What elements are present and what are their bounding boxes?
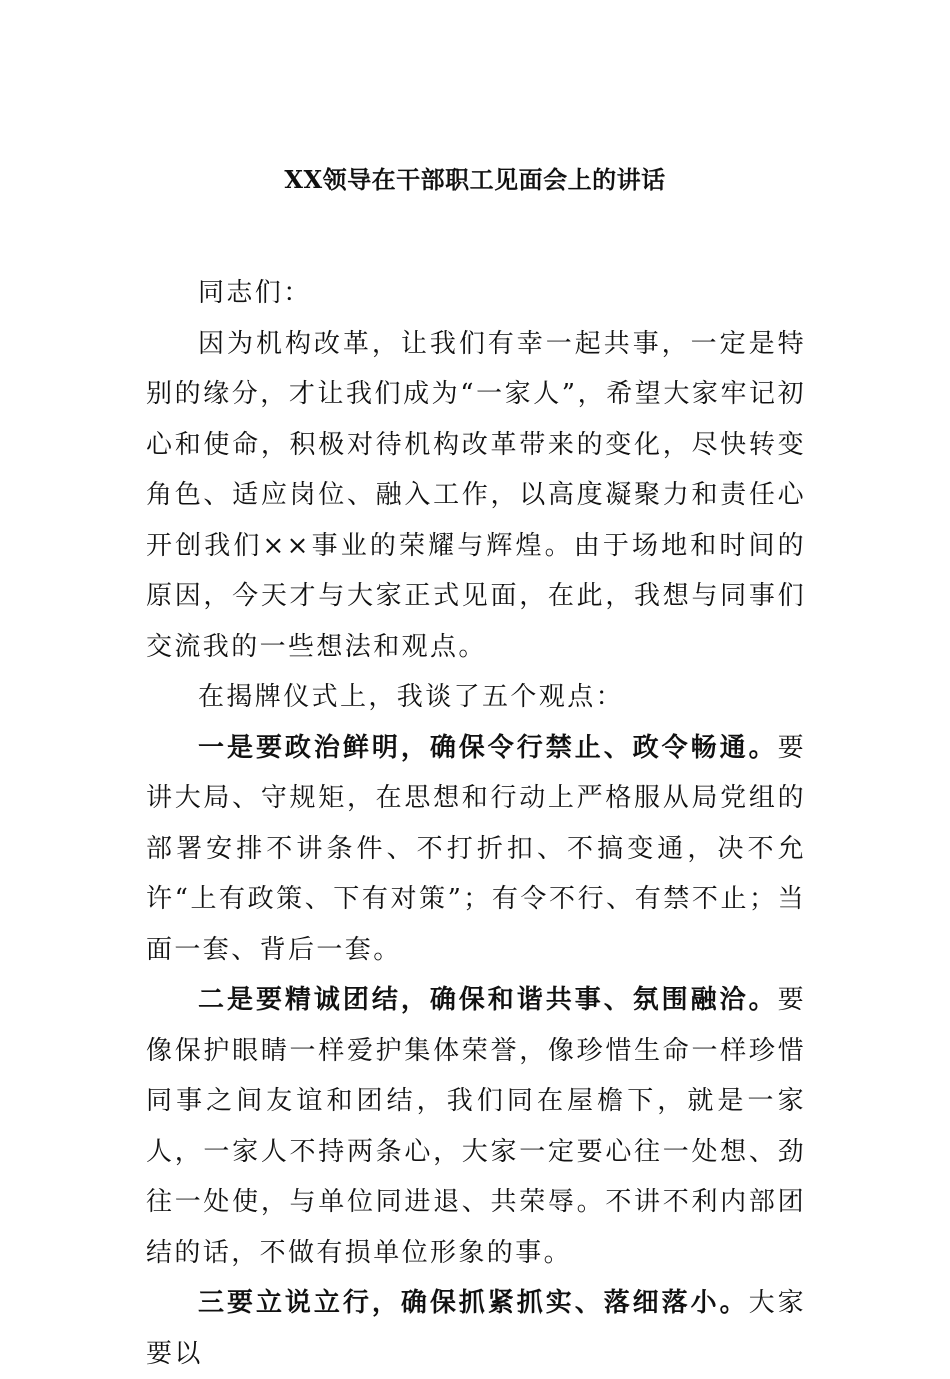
point-heading: 二是要精诚团结，确保和谐共事、氛围融洽。 [198,985,778,1015]
salutation: 同志们： [198,278,312,308]
paragraph-intro [146,319,806,673]
paragraph-text: 在揭牌仪式上，我谈了五个观点： [198,682,625,712]
paragraph-text: 要讲大局、守规矩，在思想和行动上严格服从局党组的部署安排不讲条件、不打折扣、不搞变通，决不允许“上有政策、下有对策”；有令不行、有禁不止；当面一套、背后一套。 [146,732,806,965]
point-heading: 一是要政治鲜明，确保令行禁止、政令畅通。 [198,732,778,763]
document-title: XX领导在干部职工见面会上的讲话 [284,165,666,194]
paragraph-text: 大家要以 [146,1288,806,1369]
paragraph-text: 因为机构改革，让我们有幸一起共事，一定是特别的缘分，才让我们成为“一家人”，希望大家牢记初心和使命，积极对待机构改革带来的变化，尽快转变角色、适应岗位、融入工作，以高度凝聚力和责任心开创我们××事业的荣耀与辉煌。由于场地和时间的原因，今天才与大家正式见面，在此，我想与同事们交流我的一些想法和观点。 [146,328,806,662]
paragraph-point-two [146,975,806,1278]
paragraph-text: 要像保护眼睛一样爱护集体荣誉，像珍惜生命一样珍惜同事之间友谊和团结，我们同在屋檐下，就是一家人，一家人不持两条心，大家一定要心往一处想、劲往一处使，与单位同进退、共荣辱。不讲不利内部团结的话，不做有损单位形象的事。 [146,985,806,1268]
document-body [146,268,806,1379]
paragraph-five-points [146,672,806,723]
paragraph-point-one [146,723,806,976]
point-heading: 三要立说立行，确保抓紧抓实、落细落小。 [198,1288,749,1318]
paragraph-point-three [146,1278,806,1379]
